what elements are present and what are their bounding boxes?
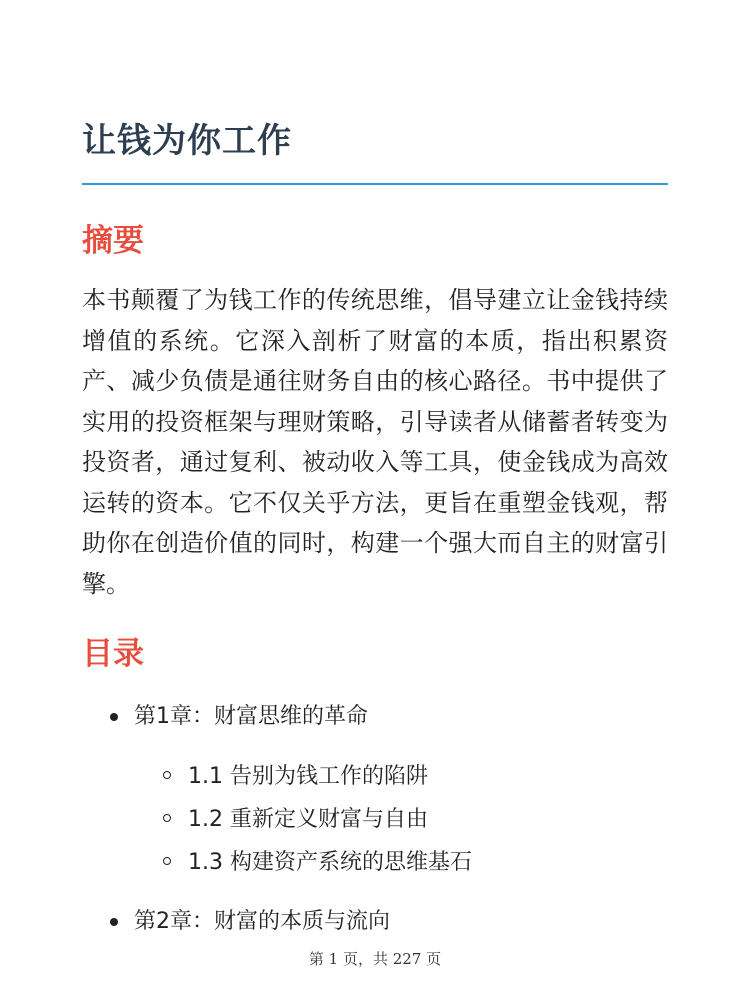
abstract-body: 本书颠覆了为钱工作的传统思维，倡导建立让金钱持续增值的系统。它深入剖析了财富的本质，指出积累资产、减少负债是通往财务自由的核心路径。书中提供了实用的投资框架与理财策略，引导读者从储蓄者转变为投资者，通过复利、被动收入等工具，使金钱成为高效运转的资本。它不仅关乎方法，更旨在重塑金钱观，帮助你在创造价值的同时，构建一个强大而自主的财富引擎。 [82,286,668,598]
toc-section-item[interactable]: 1.2 重新定义财富与自由 [134,798,668,841]
toc-section-item[interactable]: 1.3 构建资产系统的思维基石 [134,841,668,884]
book-title: 让钱为你工作 [82,121,292,161]
toc-chapter-label[interactable]: 第2章：财富的本质与流向 [134,909,390,934]
toc-chapter-label[interactable]: 第1章：财富思维的革命 [134,704,368,729]
toc-section-item[interactable]: 1.1 告别为钱工作的陷阱 [134,755,668,798]
table-of-contents [82,697,668,942]
abstract-heading: 摘要 [82,223,144,259]
toc-chapter-1 [82,697,668,884]
toc-heading: 目录 [82,636,144,672]
page-number-footer: 第 1 页，共 227 页 [308,950,442,968]
toc-chapter-1-sections [134,755,668,884]
title-divider [82,183,668,185]
toc-chapter-2 [82,902,668,942]
